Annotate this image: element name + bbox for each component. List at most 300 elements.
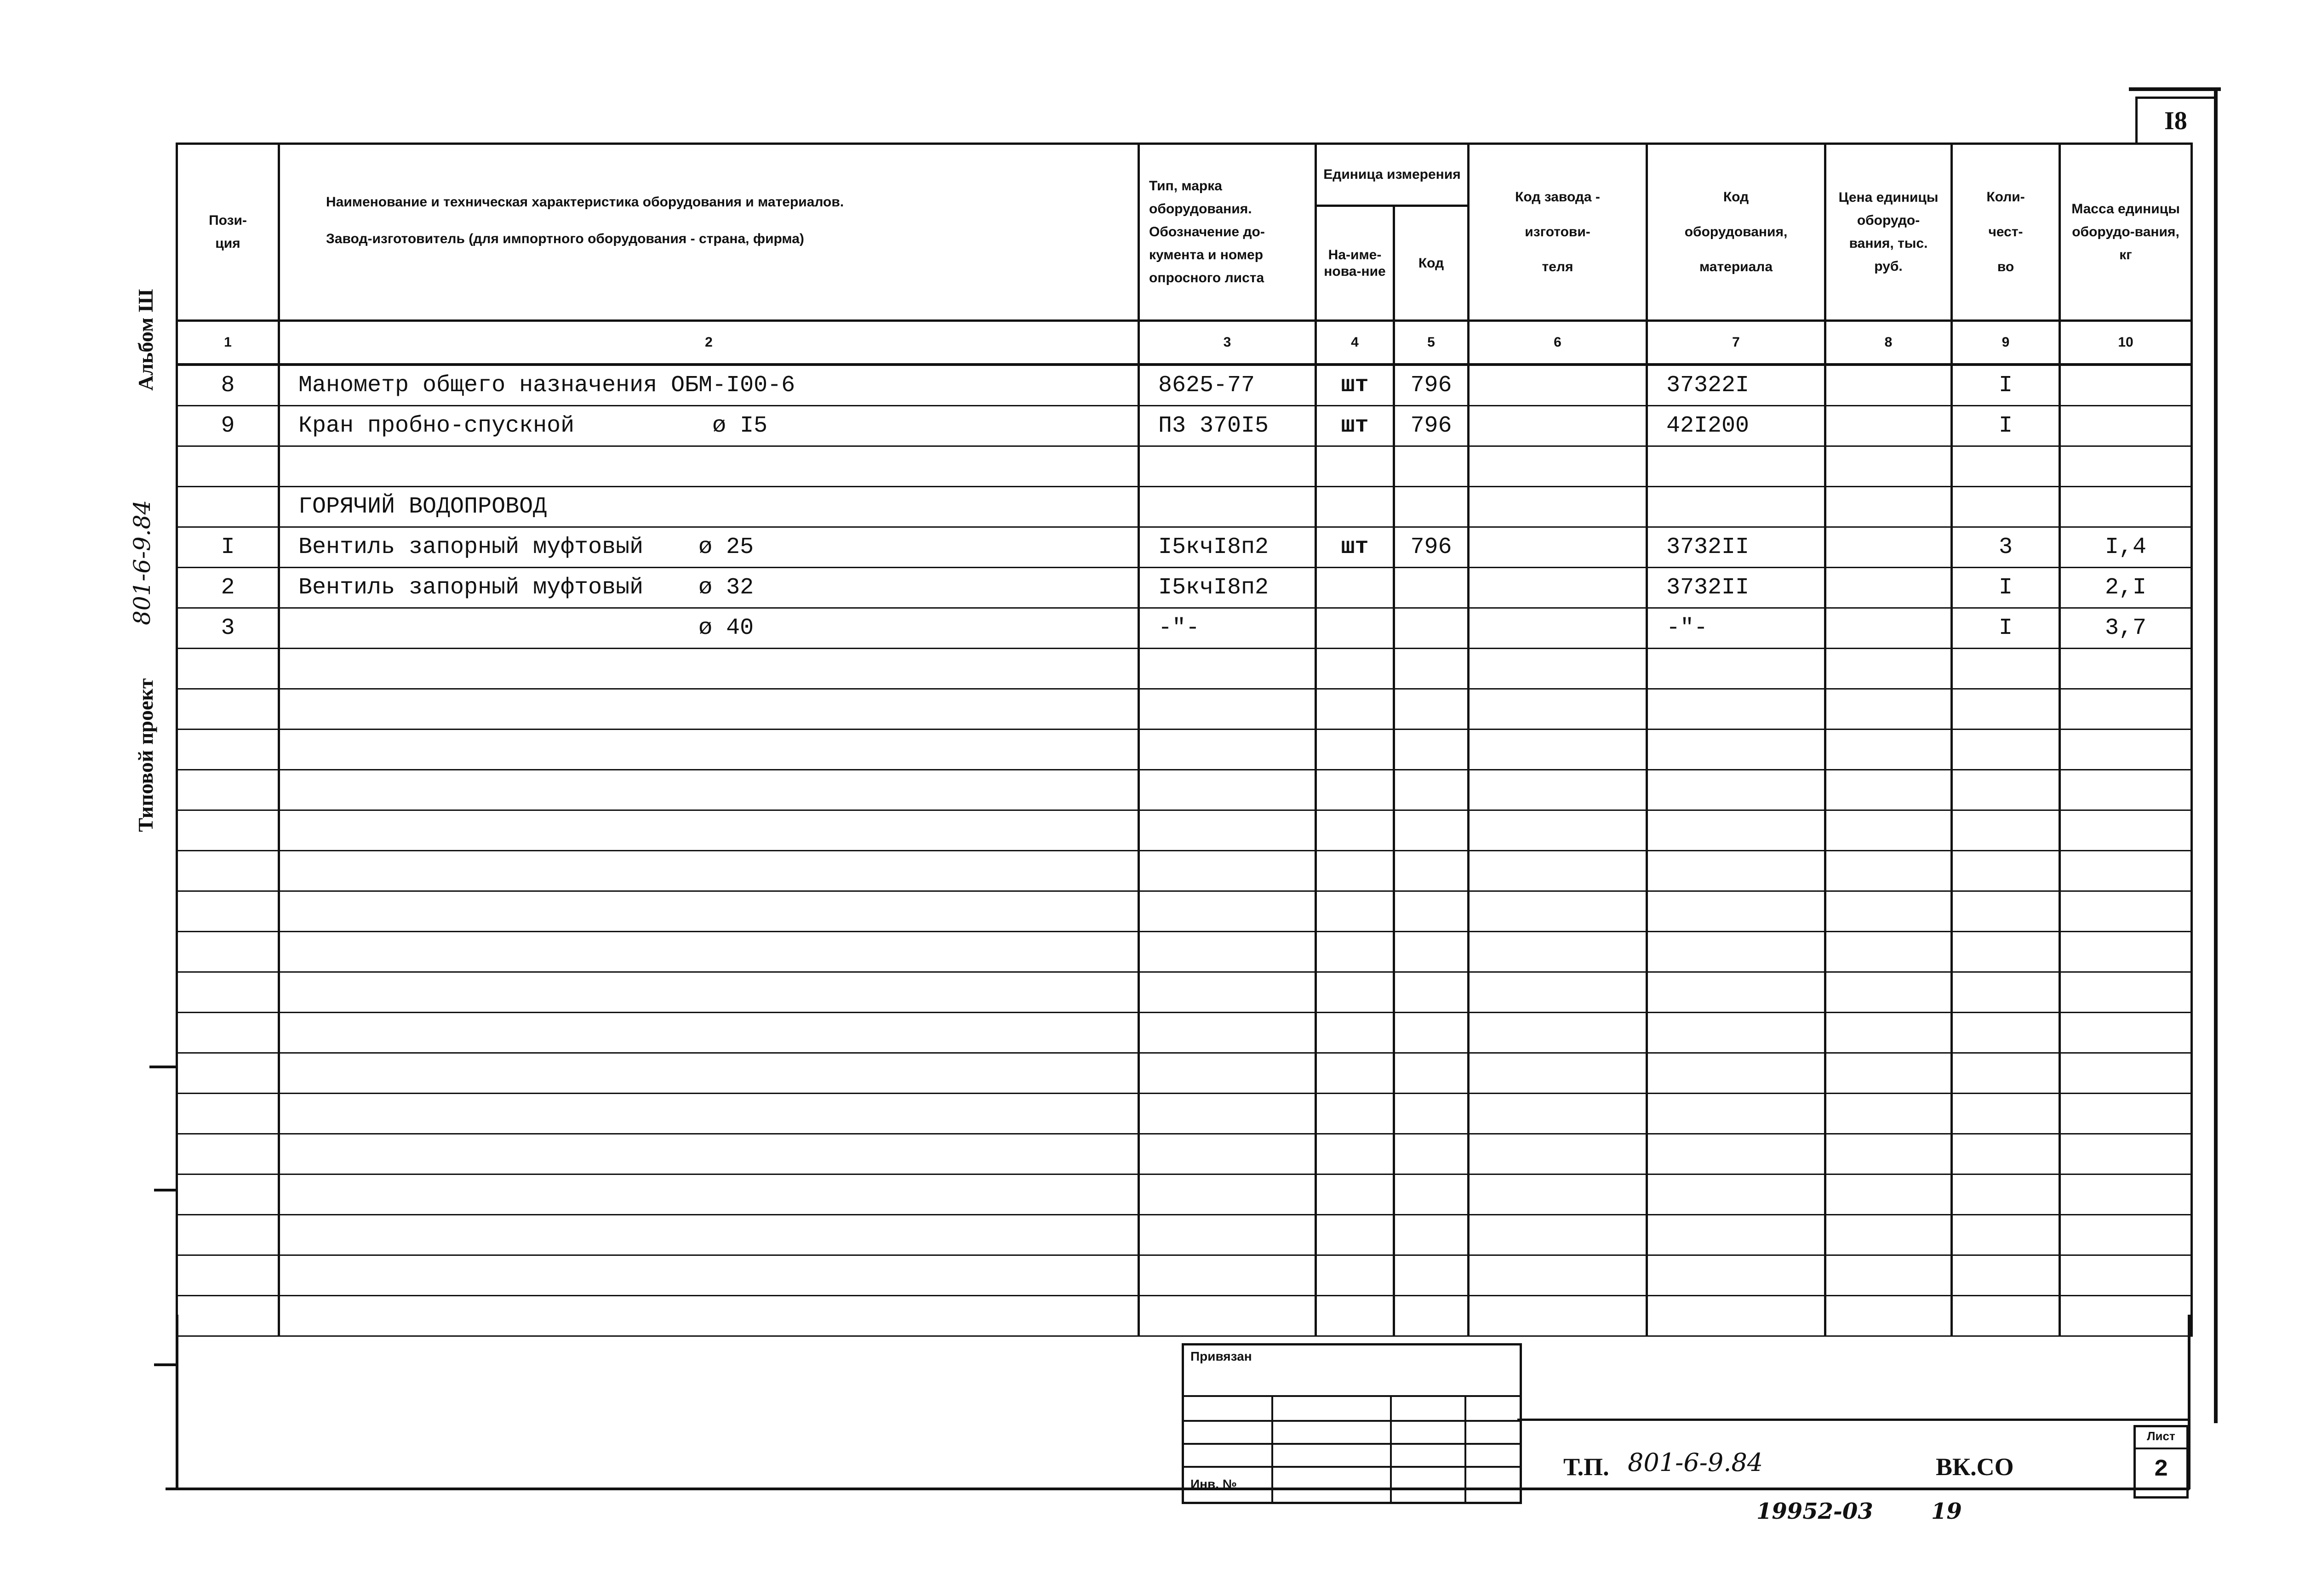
page-number-box: [2135, 97, 2216, 145]
empty-table-row: [177, 1174, 2192, 1215]
empty-cell: [1952, 770, 2060, 810]
cell-qty: [1952, 487, 2060, 527]
cell-name: ø 40: [279, 608, 1139, 649]
empty-cell: [1825, 932, 1952, 972]
stamp-line: [1184, 1443, 1520, 1445]
cell-pos: 9: [177, 406, 279, 446]
empty-cell: [2060, 1296, 2192, 1336]
empty-cell: [1825, 689, 1952, 730]
empty-cell: [1825, 649, 1952, 689]
margin-tick: [154, 1189, 177, 1191]
header-mass: Масса единицы оборудо-вания, кг: [2060, 144, 2192, 321]
empty-cell: [177, 649, 279, 689]
empty-cell: [1469, 1215, 1647, 1255]
empty-cell: [1316, 1094, 1394, 1134]
empty-cell: [1316, 932, 1394, 972]
column-number-row: [177, 321, 2192, 365]
stamp-line: [1184, 1395, 1520, 1397]
empty-cell: [279, 1255, 1139, 1296]
cell-code: 796: [1394, 527, 1469, 568]
doc-code: ВК.СО: [1936, 1453, 2014, 1481]
header-unit-name: На-име-нова-ние: [1316, 206, 1394, 321]
empty-table-row: [177, 1255, 2192, 1296]
empty-cell: [279, 1094, 1139, 1134]
empty-cell: [1139, 891, 1316, 932]
cell-unit: шт: [1316, 365, 1394, 406]
empty-cell: [1952, 1296, 2060, 1336]
empty-cell: [1952, 1174, 2060, 1215]
empty-table-row: [177, 1094, 2192, 1134]
cell-unit: [1316, 608, 1394, 649]
empty-table-row: [177, 972, 2192, 1013]
empty-cell: [1316, 1053, 1394, 1094]
empty-cell: [1825, 730, 1952, 770]
cell-eq_code: 37322I: [1647, 365, 1825, 406]
cell-maker: [1469, 568, 1647, 608]
cell-code: [1394, 446, 1469, 487]
header-quantity: Коли- чест- во: [1952, 144, 2060, 321]
empty-cell: [2060, 1094, 2192, 1134]
empty-cell: [1469, 1174, 1647, 1215]
empty-cell: [1647, 891, 1825, 932]
empty-cell: [1647, 649, 1825, 689]
cell-mass: [2060, 365, 2192, 406]
header-row-1: [177, 144, 2192, 206]
empty-cell: [1825, 1094, 1952, 1134]
cell-eq_code: [1647, 487, 1825, 527]
empty-cell: [1316, 1013, 1394, 1053]
empty-cell: [1139, 730, 1316, 770]
empty-cell: [1952, 1215, 2060, 1255]
cell-name: [279, 446, 1139, 487]
archive-page: 19: [1931, 1499, 1962, 1524]
header-maker-code: Код завода - изготови- теля: [1469, 144, 1647, 321]
cell-type: -"-: [1139, 608, 1316, 649]
empty-cell: [1647, 1174, 1825, 1215]
header-name-line1: Наименование и техническая характеристика оборудования и материалов.: [326, 194, 844, 210]
cell-qty: 3: [1952, 527, 2060, 568]
empty-cell: [1394, 1053, 1469, 1094]
archive-number: 19952-03: [1756, 1499, 1873, 1524]
cell-code: 796: [1394, 406, 1469, 446]
empty-cell: [2060, 1255, 2192, 1296]
empty-cell: [177, 770, 279, 810]
empty-cell: [1394, 851, 1469, 891]
empty-cell: [1394, 891, 1469, 932]
cell-type: [1139, 446, 1316, 487]
empty-table-row: [177, 891, 2192, 932]
empty-cell: [1316, 1296, 1394, 1336]
col-num: 3: [1139, 321, 1316, 365]
empty-cell: [1316, 689, 1394, 730]
empty-table-row: [177, 1053, 2192, 1094]
empty-cell: [1952, 1134, 2060, 1174]
empty-cell: [2060, 1215, 2192, 1255]
approval-stamp: [1182, 1343, 1522, 1504]
cell-maker: [1469, 527, 1647, 568]
empty-cell: [1952, 932, 2060, 972]
empty-cell: [1647, 730, 1825, 770]
empty-cell: [279, 1174, 1139, 1215]
table-row: [177, 608, 2192, 649]
cell-eq_code: -"-: [1647, 608, 1825, 649]
empty-cell: [1394, 770, 1469, 810]
cell-unit: [1316, 446, 1394, 487]
empty-cell: [177, 1053, 279, 1094]
empty-cell: [2060, 891, 2192, 932]
empty-cell: [1469, 1296, 1647, 1336]
empty-cell: [1952, 730, 2060, 770]
col-num: 6: [1469, 321, 1647, 365]
empty-cell: [1647, 972, 1825, 1013]
empty-table-row: [177, 649, 2192, 689]
cell-type: I5кчI8п2: [1139, 568, 1316, 608]
stamp-divider: [1271, 1395, 1273, 1502]
margin-tick: [154, 1363, 177, 1366]
stamp-label-top: Привязан: [1190, 1349, 1252, 1363]
empty-cell: [1469, 770, 1647, 810]
cell-price: [1825, 527, 1952, 568]
empty-cell: [1469, 1094, 1647, 1134]
cell-name: Вентиль запорный муфтовый ø 32: [279, 568, 1139, 608]
cell-eq_code: 3732II: [1647, 527, 1825, 568]
empty-cell: [1952, 972, 2060, 1013]
cell-mass: I,4: [2060, 527, 2192, 568]
empty-cell: [1647, 689, 1825, 730]
empty-cell: [1139, 1174, 1316, 1215]
empty-cell: [1139, 770, 1316, 810]
empty-table-row: [177, 1296, 2192, 1336]
empty-table-row: [177, 730, 2192, 770]
empty-cell: [1952, 689, 2060, 730]
frame-left-line: [176, 1315, 178, 1489]
empty-cell: [1394, 1013, 1469, 1053]
empty-cell: [1825, 851, 1952, 891]
stamp-divider: [1464, 1395, 1466, 1502]
empty-cell: [177, 1094, 279, 1134]
empty-cell: [2060, 1013, 2192, 1053]
cell-code: [1394, 568, 1469, 608]
header-price: Цена единицы оборудо-вания, тыс. руб.: [1825, 144, 1952, 321]
empty-cell: [2060, 1053, 2192, 1094]
col-num: 4: [1316, 321, 1394, 365]
col-num: 9: [1952, 321, 2060, 365]
empty-cell: [1647, 1134, 1825, 1174]
title-block-line: [1517, 1419, 2189, 1421]
specification-table: [176, 142, 2193, 1337]
empty-cell: [1139, 851, 1316, 891]
empty-table-row: [177, 1134, 2192, 1174]
empty-cell: [2060, 972, 2192, 1013]
cell-price: [1825, 608, 1952, 649]
empty-cell: [2060, 810, 2192, 851]
empty-cell: [1394, 932, 1469, 972]
stamp-divider: [1390, 1395, 1392, 1502]
empty-cell: [1139, 649, 1316, 689]
cell-type: I5кчI8п2: [1139, 527, 1316, 568]
empty-cell: [1139, 1296, 1316, 1336]
cell-maker: [1469, 446, 1647, 487]
empty-cell: [279, 1134, 1139, 1174]
cell-eq_code: [1647, 446, 1825, 487]
empty-cell: [1825, 1134, 1952, 1174]
empty-cell: [1394, 730, 1469, 770]
cell-pos: 8: [177, 365, 279, 406]
empty-cell: [1469, 689, 1647, 730]
table-row: [177, 568, 2192, 608]
empty-cell: [1647, 851, 1825, 891]
empty-cell: [1647, 1296, 1825, 1336]
empty-cell: [1952, 1094, 2060, 1134]
empty-cell: [1316, 972, 1394, 1013]
empty-cell: [1316, 1174, 1394, 1215]
empty-cell: [177, 1255, 279, 1296]
empty-cell: [177, 972, 279, 1013]
empty-cell: [1316, 649, 1394, 689]
empty-cell: [279, 810, 1139, 851]
cell-code: [1394, 487, 1469, 527]
empty-cell: [1394, 1255, 1469, 1296]
empty-cell: [279, 1215, 1139, 1255]
table-row: [177, 527, 2192, 568]
empty-cell: [1647, 932, 1825, 972]
header-position: Пози- ция: [177, 144, 279, 321]
empty-cell: [279, 1296, 1139, 1336]
cell-pos: I: [177, 527, 279, 568]
cell-code: 796: [1394, 365, 1469, 406]
empty-cell: [1647, 810, 1825, 851]
empty-table-row: [177, 851, 2192, 891]
empty-cell: [177, 1134, 279, 1174]
cell-qty: I: [1952, 568, 2060, 608]
empty-cell: [1825, 1053, 1952, 1094]
empty-cell: [1316, 730, 1394, 770]
empty-cell: [1469, 932, 1647, 972]
cell-type: П3 370I5: [1139, 406, 1316, 446]
empty-cell: [1469, 1255, 1647, 1296]
empty-cell: [279, 1013, 1139, 1053]
cell-price: [1825, 446, 1952, 487]
cell-mass: [2060, 406, 2192, 446]
empty-cell: [279, 689, 1139, 730]
empty-cell: [1825, 1296, 1952, 1336]
cell-name: Кран пробно-спускной ø I5: [279, 406, 1139, 446]
empty-table-row: [177, 770, 2192, 810]
empty-cell: [1316, 1134, 1394, 1174]
empty-cell: [1825, 972, 1952, 1013]
cell-pos: 3: [177, 608, 279, 649]
cell-eq_code: 3732II: [1647, 568, 1825, 608]
cell-unit: [1316, 568, 1394, 608]
empty-cell: [1825, 891, 1952, 932]
empty-cell: [279, 649, 1139, 689]
empty-cell: [1952, 1053, 2060, 1094]
empty-cell: [1139, 1215, 1316, 1255]
empty-cell: [1469, 1013, 1647, 1053]
empty-cell: [2060, 649, 2192, 689]
empty-cell: [1647, 1255, 1825, 1296]
empty-cell: [1394, 1134, 1469, 1174]
col-num: 10: [2060, 321, 2192, 365]
cell-mass: 2,I: [2060, 568, 2192, 608]
empty-cell: [1825, 810, 1952, 851]
empty-cell: [1316, 770, 1394, 810]
col-num: 7: [1647, 321, 1825, 365]
empty-cell: [1394, 972, 1469, 1013]
cell-pos: 2: [177, 568, 279, 608]
empty-cell: [279, 891, 1139, 932]
empty-cell: [1139, 1053, 1316, 1094]
project-label: Типовой проект: [134, 678, 157, 832]
empty-table-row: [177, 689, 2192, 730]
empty-cell: [177, 689, 279, 730]
empty-cell: [1825, 1174, 1952, 1215]
empty-cell: [1952, 851, 2060, 891]
empty-cell: [1469, 649, 1647, 689]
tp-number: 801-6-9.84: [1628, 1448, 1763, 1477]
empty-cell: [2060, 932, 2192, 972]
empty-cell: [1316, 1215, 1394, 1255]
empty-cell: [1316, 851, 1394, 891]
cell-maker: [1469, 406, 1647, 446]
empty-cell: [177, 932, 279, 972]
header-name: [279, 144, 1139, 321]
empty-cell: [1316, 810, 1394, 851]
empty-cell: [177, 1215, 279, 1255]
empty-cell: [177, 891, 279, 932]
empty-cell: [2060, 1174, 2192, 1215]
empty-cell: [279, 730, 1139, 770]
header-unit-group: Единица измерения: [1316, 144, 1469, 206]
empty-cell: [1394, 1215, 1469, 1255]
cell-name: Вентиль запорный муфтовый ø 25: [279, 527, 1139, 568]
stamp-line: [1184, 1420, 1520, 1422]
header-unit-code: Код: [1394, 206, 1469, 321]
col-num: 2: [279, 321, 1139, 365]
empty-cell: [1139, 1094, 1316, 1134]
header-equipment-code: Код оборудования, материала: [1647, 144, 1825, 321]
cell-mass: [2060, 487, 2192, 527]
empty-cell: [177, 1013, 279, 1053]
tp-label: Т.П.: [1563, 1453, 1609, 1481]
cell-price: [1825, 406, 1952, 446]
cell-mass: [2060, 446, 2192, 487]
empty-cell: [1825, 1255, 1952, 1296]
empty-cell: [1825, 1215, 1952, 1255]
empty-cell: [1469, 972, 1647, 1013]
empty-cell: [1952, 649, 2060, 689]
empty-cell: [279, 770, 1139, 810]
empty-cell: [2060, 1134, 2192, 1174]
cell-maker: [1469, 608, 1647, 649]
col-num: 5: [1394, 321, 1469, 365]
empty-cell: [1952, 1013, 2060, 1053]
empty-cell: [1952, 1255, 2060, 1296]
project-number-label: 801-6-9.84: [129, 500, 155, 625]
empty-cell: [1647, 770, 1825, 810]
header-type: Тип, марка оборудования. Обозначение до-кумента и номер опросного листа: [1139, 144, 1316, 321]
stamp-label-bottom: Инв. №: [1190, 1477, 1237, 1491]
empty-cell: [1469, 1053, 1647, 1094]
empty-cell: [1139, 689, 1316, 730]
empty-cell: [2060, 730, 2192, 770]
empty-cell: [177, 1174, 279, 1215]
cell-qty: I: [1952, 406, 2060, 446]
empty-cell: [1647, 1013, 1825, 1053]
cell-unit: шт: [1316, 406, 1394, 446]
empty-cell: [1469, 1134, 1647, 1174]
cell-type: [1139, 487, 1316, 527]
empty-cell: [1647, 1094, 1825, 1134]
empty-cell: [1139, 972, 1316, 1013]
empty-cell: [2060, 851, 2192, 891]
cell-qty: I: [1952, 608, 2060, 649]
empty-cell: [1952, 891, 2060, 932]
cell-qty: [1952, 446, 2060, 487]
sheet-label: Лист: [2136, 1429, 2186, 1449]
empty-table-row: [177, 1215, 2192, 1255]
empty-cell: [1469, 891, 1647, 932]
empty-cell: [1825, 1013, 1952, 1053]
col-num: 1: [177, 321, 279, 365]
empty-cell: [177, 810, 279, 851]
table-row: [177, 446, 2192, 487]
empty-table-row: [177, 810, 2192, 851]
empty-cell: [1139, 810, 1316, 851]
cell-type: 8625-77: [1139, 365, 1316, 406]
empty-cell: [1316, 1255, 1394, 1296]
cell-maker: [1469, 487, 1647, 527]
cell-unit: [1316, 487, 1394, 527]
cell-eq_code: 42I200: [1647, 406, 1825, 446]
empty-cell: [279, 972, 1139, 1013]
empty-cell: [2060, 770, 2192, 810]
cell-price: [1825, 568, 1952, 608]
empty-cell: [1394, 1296, 1469, 1336]
page-border-right: [2214, 90, 2218, 1423]
empty-cell: [1469, 851, 1647, 891]
empty-cell: [2060, 689, 2192, 730]
empty-cell: [177, 851, 279, 891]
table-row: [177, 487, 2192, 527]
cell-mass: 3,7: [2060, 608, 2192, 649]
empty-cell: [1139, 932, 1316, 972]
album-label: Альбом Ш: [134, 289, 157, 391]
sheet-number: 2: [2154, 1456, 2168, 1483]
empty-cell: [1825, 770, 1952, 810]
empty-cell: [1139, 1013, 1316, 1053]
empty-cell: [1647, 1053, 1825, 1094]
empty-cell: [1394, 810, 1469, 851]
page-box-top-line: [2129, 87, 2221, 91]
cell-name: Манометр общего назначения ОБМ-I00-6: [279, 365, 1139, 406]
empty-cell: [279, 932, 1139, 972]
margin-tick: [149, 1066, 177, 1068]
empty-cell: [1394, 689, 1469, 730]
cell-name: ГОРЯЧИЙ ВОДОПРОВОД: [279, 487, 1139, 527]
empty-cell: [1316, 891, 1394, 932]
table-row: [177, 406, 2192, 446]
sheet-box: [2133, 1425, 2189, 1499]
cell-pos: [177, 487, 279, 527]
empty-cell: [1139, 1134, 1316, 1174]
empty-table-row: [177, 1013, 2192, 1053]
empty-cell: [279, 1053, 1139, 1094]
cell-price: [1825, 487, 1952, 527]
empty-table-row: [177, 932, 2192, 972]
empty-cell: [1647, 1215, 1825, 1255]
empty-cell: [1952, 810, 2060, 851]
